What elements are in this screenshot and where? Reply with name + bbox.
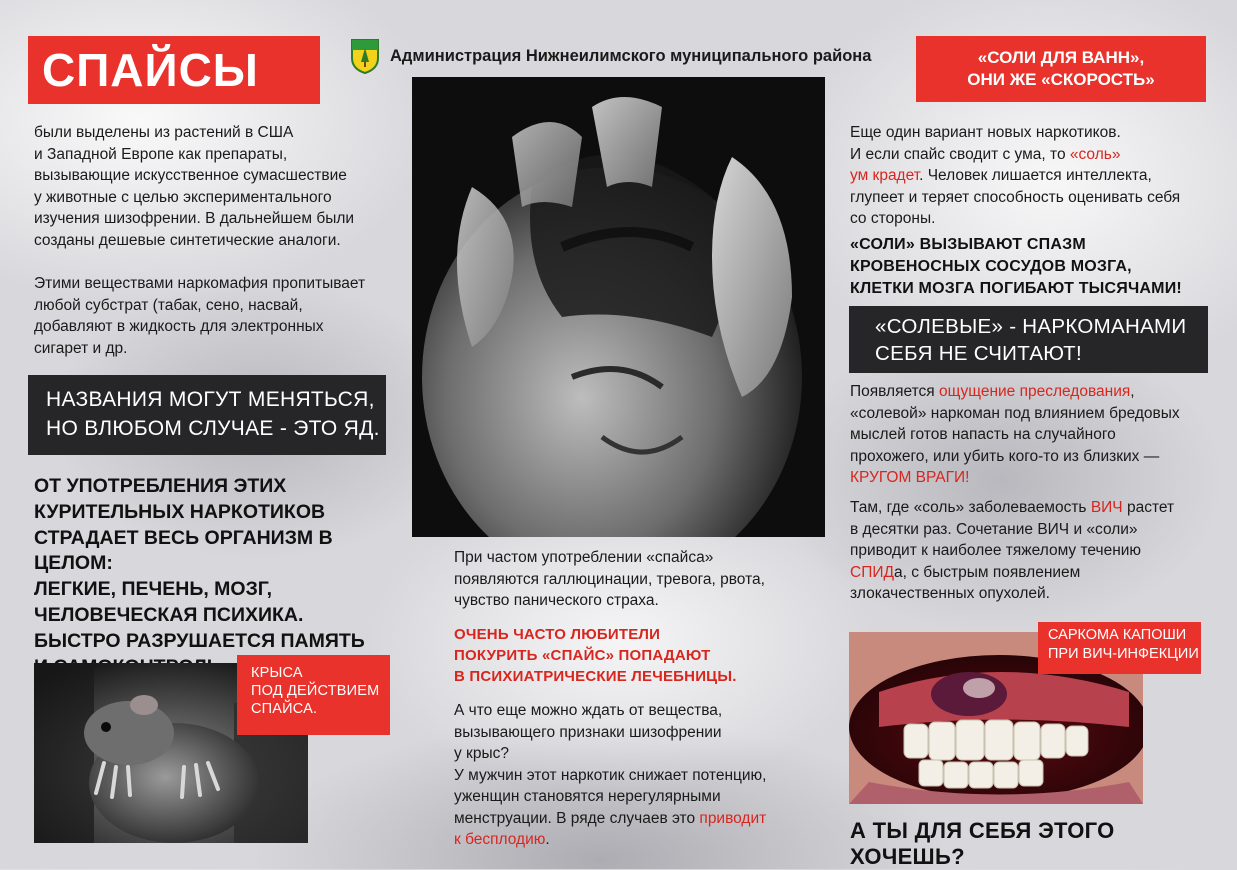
text-line: ПОКУРИТЬ «СПАЙС» ПОПАДАЮТ bbox=[454, 647, 711, 664]
text-line: сигарет и др. bbox=[34, 339, 128, 357]
text-line: СТРАДАЕТ ВЕСЬ ОРГАНИЗМ В ЦЕЛОМ: bbox=[34, 526, 333, 575]
names-warning-box bbox=[28, 375, 386, 455]
text-line: КРОВЕНОСНЫХ СОСУДОВ МОЗГА, bbox=[850, 258, 1132, 275]
text-line: добавляют в жидкость для электронных bbox=[34, 318, 324, 335]
text-segment: , bbox=[1130, 383, 1135, 400]
text-line: уженщин становятся нерегулярными bbox=[454, 788, 721, 805]
text-line: злокачественных опухолей. bbox=[850, 585, 1050, 602]
text-line: В ПСИХИАТРИЧЕСКИЕ ЛЕЧЕБНИЦЫ. bbox=[454, 668, 737, 685]
rat-caption-label bbox=[237, 655, 390, 735]
text-line bbox=[850, 144, 1210, 166]
coat-of-arms-icon bbox=[350, 38, 380, 74]
box-line: «СОЛЕВЫЕ» - НАРКОМАНАМИ bbox=[875, 315, 1187, 338]
text-line: изучения шизофрении. В дальнейшем были bbox=[34, 210, 355, 227]
text-line: в десятки раз. Сочетание ВИЧ и «соли» bbox=[850, 520, 1138, 538]
schizophrenia-paragraph bbox=[454, 700, 794, 851]
text-segment: менструации. В ряде случаев это bbox=[454, 809, 700, 827]
highlighted-text: ВИЧ bbox=[1090, 499, 1123, 516]
text-segment: растет bbox=[1122, 499, 1175, 516]
hiv-paragraph bbox=[850, 497, 1210, 605]
text-line: созданы дешевые синтетические аналоги. bbox=[34, 231, 341, 249]
text-line: вызывающего признаки шизофрении bbox=[454, 723, 722, 741]
psychiatric-warning bbox=[454, 624, 784, 687]
text-line: Этими веществами наркомафия пропитывает bbox=[34, 275, 366, 292]
spice-intro-paragraph bbox=[34, 122, 384, 251]
text-line: КУРИТЕЛЬНЫХ НАРКОТИКОВ bbox=[34, 500, 326, 523]
text-line bbox=[850, 497, 1210, 519]
text-line bbox=[454, 829, 794, 851]
text-line: любой субстрат (табак, сено, насвай, bbox=[34, 296, 303, 314]
caption-line: КРЫСА bbox=[251, 665, 303, 681]
text-line: При частом употреблении «спайса» bbox=[454, 549, 714, 566]
highlighted-text: приводит bbox=[699, 809, 767, 827]
text-line bbox=[454, 808, 794, 830]
text-line bbox=[850, 562, 1210, 584]
box-line: СЕБЯ НЕ СЧИТАЮТ! bbox=[875, 342, 1082, 365]
page-title: СПАЙСЫ bbox=[42, 44, 259, 96]
text-line: со стороны. bbox=[850, 210, 936, 227]
text-line: У мужчин этот наркотик снижает потенцию, bbox=[454, 766, 767, 784]
text-line: ЛЕГКИЕ, ПЕЧЕНЬ, МОЗГ, bbox=[34, 578, 273, 601]
caption-line: ПРИ ВИЧ-ИНФЕКЦИИ bbox=[1048, 646, 1199, 662]
text-line bbox=[850, 165, 1210, 187]
text-line: ОТ УПОТРЕБЛЕНИЯ ЭТИХ bbox=[34, 475, 287, 497]
text-line: КЛЕТКИ МОЗГА ПОГИБАЮТ ТЫСЯЧАМИ! bbox=[850, 280, 1182, 297]
kaposi-caption-label bbox=[1038, 622, 1201, 674]
admin-header bbox=[350, 36, 871, 76]
text-line: ОЧЕНЬ ЧАСТО ЛЮБИТЕЛИ bbox=[454, 626, 661, 643]
highlighted-text: ум крадет bbox=[850, 167, 920, 184]
highlighted-text: «соль» bbox=[1069, 145, 1121, 163]
distressed-face-photo bbox=[412, 77, 825, 537]
text-line: вызывающие искусственное сумасшествие bbox=[34, 167, 347, 184]
text-line: у крыс? bbox=[454, 745, 509, 762]
text-line: БЫСТРО РАЗРУШАЕТСЯ ПАМЯТЬ bbox=[34, 629, 365, 652]
organism-damage-heading bbox=[34, 474, 394, 680]
text-line: мыслей готов напасть на случайного bbox=[850, 426, 1116, 443]
text-line: приводит к наиболее тяжелому течению bbox=[850, 542, 1142, 559]
warning-line: НАЗВАНИЯ МОГУТ МЕНЯТЬСЯ, bbox=[46, 388, 375, 411]
text-line: «солевой» наркоман под влиянием бредовых bbox=[850, 404, 1180, 422]
text-line: А что еще можно ждать от вещества, bbox=[454, 702, 723, 719]
narcomafia-paragraph bbox=[34, 273, 384, 359]
text-segment: . bbox=[545, 831, 550, 848]
highlighted-text: к бесплодию bbox=[454, 831, 546, 848]
highlighted-text: СПИД bbox=[850, 563, 894, 581]
admin-name: Администрация Нижнеилимского муниципального района bbox=[390, 46, 872, 65]
text-line: чувство панического страха. bbox=[454, 592, 659, 609]
highlighted-text: ощущение преследования bbox=[938, 383, 1131, 400]
text-line: «СОЛИ» ВЫЗЫВАЮТ СПАЗМ bbox=[850, 236, 1086, 253]
text-line: глупеет и теряет способность оценивать себя bbox=[850, 188, 1181, 206]
hallucination-paragraph bbox=[454, 547, 794, 612]
text-line: прохожего, или убить кого-то из близких — bbox=[850, 447, 1160, 465]
warning-line: НО ВЛЮБОМ СЛУЧАЕ - ЭТО ЯД. bbox=[46, 417, 380, 440]
text-segment: И если спайс сводит с ума, то bbox=[850, 145, 1070, 163]
text-line: появляются галлюцинации, тревога, рвота, bbox=[454, 570, 765, 588]
salt-header-banner bbox=[916, 36, 1206, 102]
brain-spasm-heading bbox=[850, 234, 1210, 300]
caption-line: СПАЙСА. bbox=[251, 701, 318, 717]
salt-header-line: «СОЛИ ДЛЯ ВАНН», bbox=[977, 48, 1145, 67]
caption-line: САРКОМА КАПОШИ bbox=[1048, 627, 1187, 643]
text-segment: Появляется bbox=[850, 383, 939, 400]
title-banner bbox=[28, 36, 320, 104]
salt-header-line: ОНИ ЖЕ «СКОРОСТЬ» bbox=[967, 70, 1155, 89]
text-line: у животные с целью экспериментального bbox=[34, 188, 332, 206]
text-segment: Там, где «соль» заболеваемость bbox=[850, 499, 1091, 516]
salt-users-box bbox=[849, 306, 1208, 373]
paranoia-paragraph bbox=[850, 381, 1210, 489]
text-line: и Западной Европе как препараты, bbox=[34, 145, 288, 163]
text-segment: . Человек лишается интеллекта, bbox=[919, 167, 1152, 184]
text-line bbox=[850, 381, 1210, 403]
highlighted-text: КРУГОМ ВРАГИ! bbox=[850, 469, 970, 486]
text-segment: а, с быстрым появлением bbox=[893, 563, 1081, 581]
text-line: ЧЕЛОВЕЧЕСКАЯ ПСИХИКА. bbox=[34, 603, 304, 626]
closing-question: А ТЫ ДЛЯ СЕБЯ ЭТОГО ХОЧЕШЬ? bbox=[850, 818, 1115, 869]
text-line: были выделены из растений в США bbox=[34, 124, 294, 141]
text-line: Еще один вариант новых наркотиков. bbox=[850, 124, 1121, 141]
caption-line: ПОД ДЕЙСТВИЕМ bbox=[251, 683, 380, 699]
salt-intro-paragraph bbox=[850, 122, 1210, 230]
